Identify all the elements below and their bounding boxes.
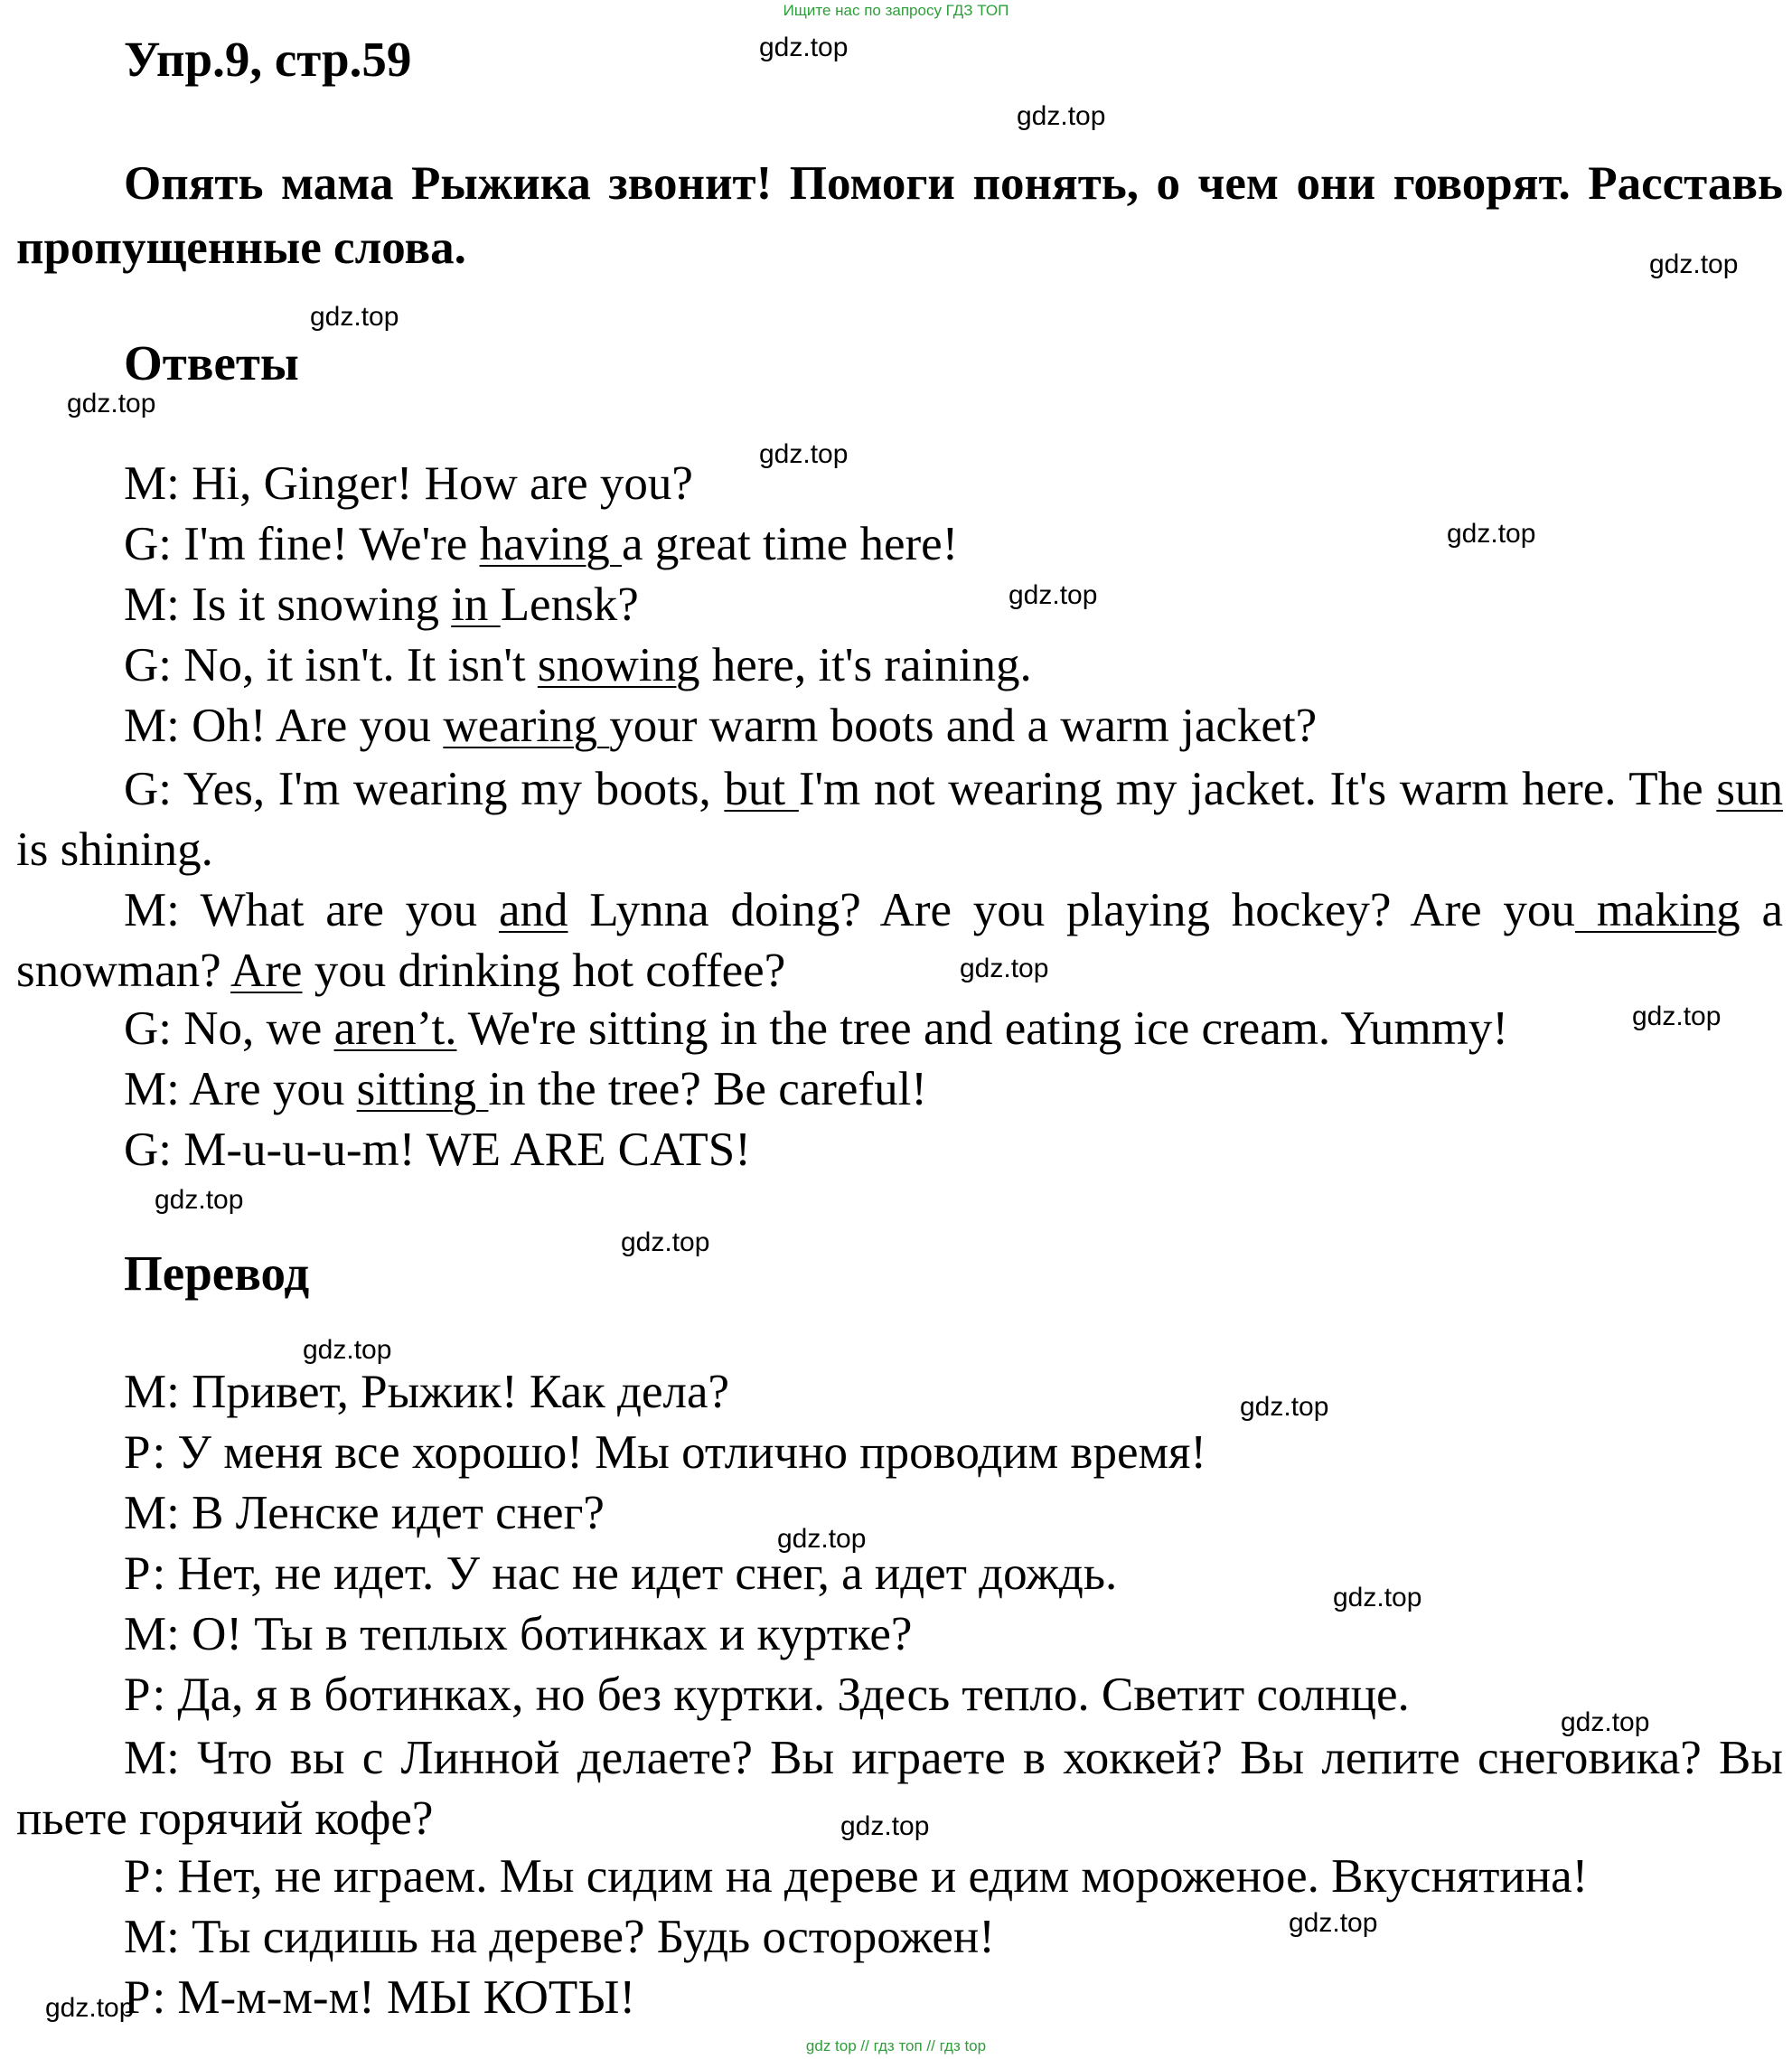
answer-text: a great time here! <box>622 518 959 570</box>
task-text: Опять мама Рыжика звонит! Помоги понять, о чем они говорят. Расставь пропущенные слова. <box>16 157 1783 274</box>
answer-text: a snowman? <box>16 884 1783 997</box>
answer-text: M: What are you <box>124 884 499 936</box>
translation-line-5: М: О! Ты в теплых ботинках и куртке? <box>124 1608 913 1660</box>
answer-text: We're sitting in the tree and eating ice cream. Yummy! <box>456 1002 1508 1055</box>
translation-line-10: Р: М-м-м-м! МЫ КОТЫ! <box>124 1971 636 2024</box>
answer-text: Lynna doing? Are you playing hockey? Are you <box>568 884 1575 936</box>
watermark: gdz.top <box>1632 1001 1722 1031</box>
filled-word: in <box>451 578 501 631</box>
answer-text: M: Are you <box>124 1063 357 1115</box>
watermark: gdz.top <box>840 1811 930 1841</box>
watermark: gdz.top <box>1009 580 1098 610</box>
translation-line-7: М: Что вы с Линной делаете? Вы играете в хоккей? Вы лепите снеговика? Вы пьете горячий кофе? <box>16 1732 1783 1845</box>
answer-line-5 <box>124 699 1317 753</box>
filled-word: but <box>724 763 799 815</box>
answer-line-9 <box>124 1062 927 1116</box>
watermark: gdz.top <box>67 389 156 418</box>
exercise-title: Упр.9, стр.59 <box>124 32 412 87</box>
answer-text: Lensk? <box>500 578 639 631</box>
answer-text: I'm not wearing my jacket. It's warm here. The <box>798 763 1717 815</box>
filled-word: and <box>498 884 568 936</box>
watermark: gdz.top <box>621 1227 710 1257</box>
watermark: gdz.top <box>759 439 849 469</box>
filled-word: having <box>479 518 623 570</box>
filled-word: aren’t. <box>333 1002 457 1055</box>
footer-links[interactable]: gdz top // гдз топ // гдз top <box>805 2037 987 2054</box>
translation-line-3: М: В Ленске идет снег? <box>124 1487 605 1539</box>
answer-text: G: No, we <box>124 1002 334 1055</box>
answer-text: M: Oh! Are you <box>124 700 444 752</box>
answer-text: is shining. <box>16 823 213 876</box>
watermark: gdz.top <box>310 302 399 332</box>
watermark: gdz.top <box>1447 519 1536 549</box>
watermark: gdz.top <box>960 954 1049 983</box>
answer-line-6 <box>16 759 1783 880</box>
translation-line-8: Р: Нет, не играем. Мы сидим на дереве и едим мороженое. Вкуснятина! <box>124 1850 1589 1903</box>
answer-line-3 <box>124 578 639 632</box>
watermark: gdz.top <box>1561 1707 1650 1737</box>
answer-text: G: I'm fine! We're <box>124 518 480 570</box>
answer-line-2 <box>124 517 958 571</box>
filled-word: wearing <box>443 700 610 752</box>
translation-line-6: Р: Да, я в ботинках, но без куртки. Здесь тепло. Светит солнце. <box>124 1669 1410 1721</box>
filled-word: Are <box>230 945 303 997</box>
filled-word: snowing <box>537 639 700 691</box>
watermark: gdz.top <box>1333 1583 1422 1612</box>
answer-text: G: No, it isn't. It isn't <box>124 639 538 691</box>
translation-line-2: Р: У меня все хорошо! Мы отлично проводим время! <box>124 1426 1207 1479</box>
answer-text: in the tree? Be careful! <box>488 1063 927 1115</box>
watermark: gdz.top <box>1649 249 1739 279</box>
answer-text: your warm boots and a warm jacket? <box>609 700 1318 752</box>
watermark: gdz.top <box>777 1524 867 1554</box>
answers-heading: Ответы <box>124 335 299 390</box>
answer-line-8 <box>124 1001 1508 1056</box>
translation-line-4: Р: Нет, не идет. У нас не идет снег, а идет дождь. <box>124 1547 1118 1600</box>
answer-line-4 <box>124 638 1032 692</box>
watermark: gdz.top <box>155 1185 244 1215</box>
answer-line-7 <box>16 880 1783 1001</box>
watermark: gdz.top <box>1289 1908 1378 1938</box>
answer-text: M: Is it snowing <box>124 578 452 631</box>
watermark: gdz.top <box>1017 101 1106 131</box>
watermark: gdz.top <box>1240 1392 1329 1422</box>
answer-text: G: Yes, I'm wearing my boots, <box>124 763 725 815</box>
watermark: gdz.top <box>45 1993 135 2023</box>
answer-text: you drinking hot coffee? <box>302 945 786 997</box>
translation-line-9: М: Ты сидишь на дереве? Будь осторожен! <box>124 1911 995 1963</box>
translation-heading: Перевод <box>124 1246 310 1301</box>
filled-word: sitting <box>356 1063 489 1115</box>
watermark: gdz.top <box>759 33 849 62</box>
answer-text: here, it's raining. <box>699 639 1032 691</box>
translation-line-1: М: Привет, Рыжик! Как дела? <box>124 1366 730 1418</box>
watermark: gdz.top <box>303 1335 392 1365</box>
answer-line-1: M: Hi, Ginger! How are you? <box>124 457 693 510</box>
header-search-link[interactable]: Ищите нас по запросу ГДЗ ТОП <box>783 2 1009 19</box>
filled-word: making <box>1574 884 1740 936</box>
filled-word: sun <box>1716 763 1783 815</box>
answer-line-10: G: M-u-u-u-m! WE ARE CATS! <box>124 1124 751 1176</box>
